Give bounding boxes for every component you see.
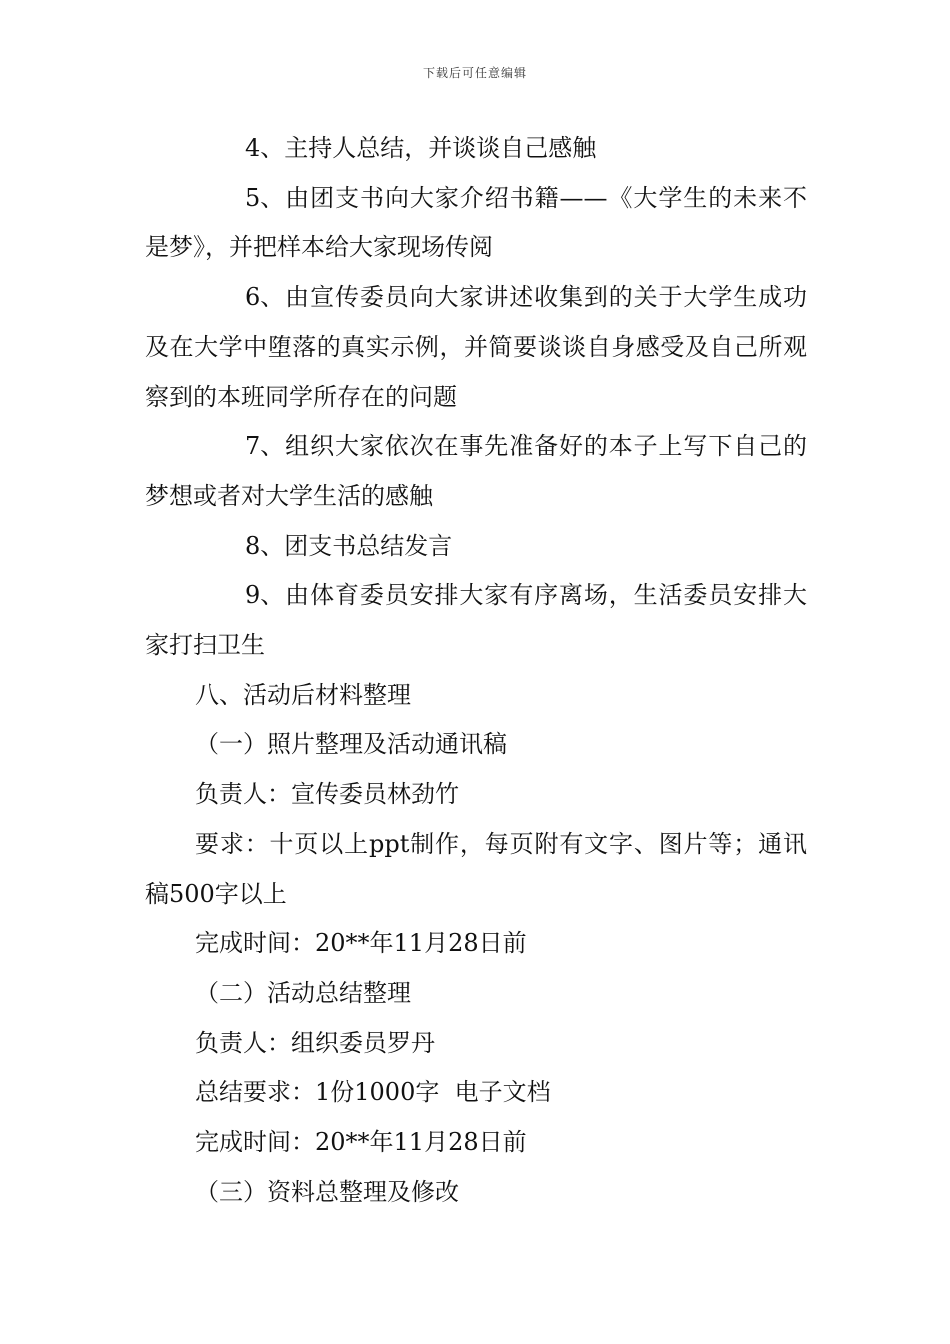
subsection-heading-one: （一）照片整理及活动通讯稿 (195, 730, 507, 759)
paragraph-item-7 (145, 422, 807, 521)
item-text: 团支书总结发言 (284, 531, 453, 560)
responsible-person-one: 负责人：宣传委员林劲竹 (195, 780, 459, 809)
item-text: 由体育委员安排大家有序离场，生活委员安排大家打扫卫生 (145, 581, 807, 660)
document-body (145, 124, 807, 1217)
requirement-two: 总结要求：1份1000字 电子文档 (195, 1078, 551, 1107)
item-number: 6、 (245, 283, 285, 312)
item-number: 5、 (245, 183, 285, 212)
page-header: 下载后可任意编辑 (422, 66, 527, 80)
responsible-person-two: 负责人：组织委员罗丹 (195, 1028, 435, 1057)
subsection-heading-two: （二）活动总结整理 (195, 978, 411, 1007)
paragraph-item-6 (145, 273, 807, 422)
paragraph-item-8 (145, 522, 807, 572)
item-number: 9、 (245, 581, 285, 610)
paragraph-item-4 (145, 124, 807, 174)
item-text: 组织大家依次在事先准备好的本子上写下自己的梦想或者对大学生活的感触 (145, 432, 807, 510)
item-text: 由团支书向大家介绍书籍——《大学生的未来不是梦》，并把样本给大家现场传阅 (145, 183, 807, 262)
deadline-two: 完成时间：20**年11月28日前 (195, 1128, 527, 1157)
subsection-heading-three: （三）资料总整理及修改 (195, 1177, 459, 1206)
item-number: 7、 (245, 432, 285, 461)
paragraph-item-9 (145, 571, 807, 670)
item-number: 4、 (245, 134, 285, 162)
item-text: 主持人总结，并谈谈自己感触 (284, 134, 597, 162)
section-heading-eight: 八、活动后材料整理 (195, 680, 411, 709)
paragraph-item-5 (145, 174, 807, 273)
deadline-one: 完成时间：20**年11月28日前 (195, 929, 527, 958)
item-number: 8、 (245, 531, 285, 560)
item-text: 由宣传委员向大家讲述收集到的关于大学生成功及在大学中堕落的真实示例，并简要谈谈自身感受及自己所观察到的本班同学所存在的问题 (145, 283, 807, 411)
requirement-one: 要求：十页以上ppt制作，每页附有文字、图片等；通讯稿500字以上 (145, 829, 807, 908)
